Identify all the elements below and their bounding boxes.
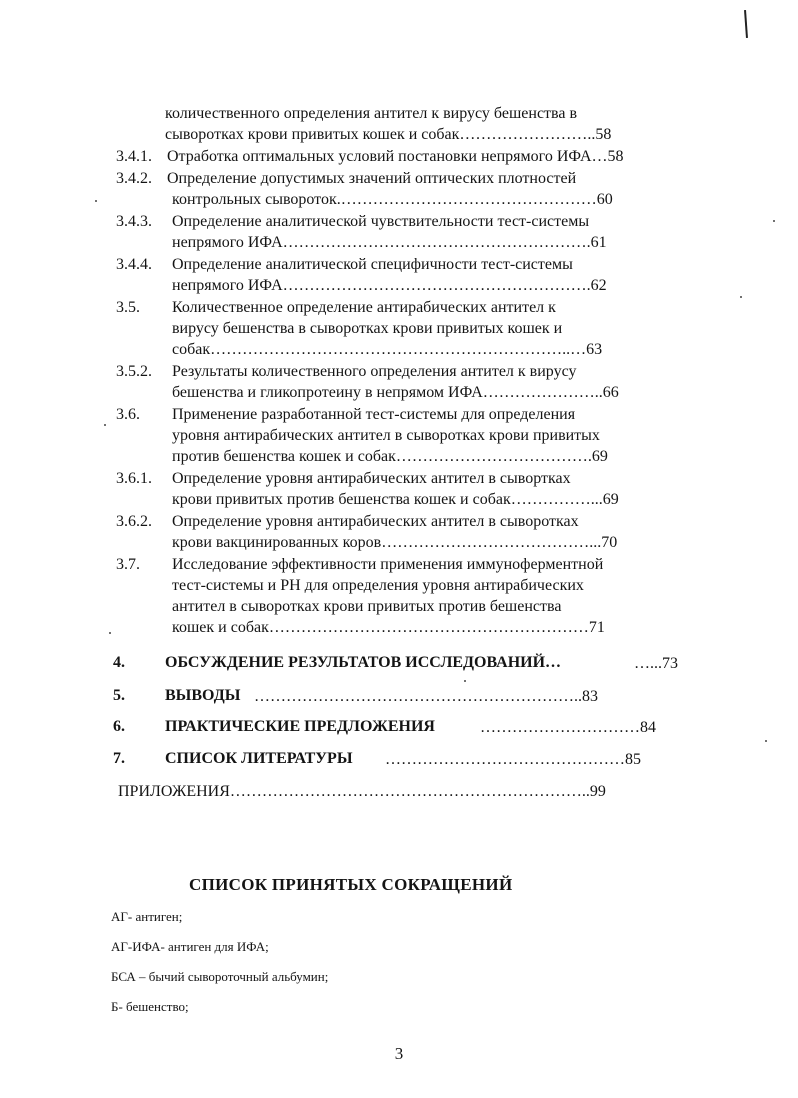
toc-item-number: 3.4.4. [116, 256, 152, 273]
toc-item-text: собак…………………………………………………………..…63 [172, 341, 603, 358]
toc-item-text: антител в сыворотках крови привитых против бешенства [172, 598, 562, 615]
scan-dot [104, 424, 106, 426]
toc-item-text: Определение допустимых значений оптических плотностей [167, 170, 577, 187]
toc-continuation-line: сыворотках крови привитых кошек и собак……………………..58 [165, 126, 612, 143]
appendix-entry: ПРИЛОЖЕНИЯ…………………………………………………………..99 [118, 783, 606, 800]
toc-item-text: Определение аналитической специфичности тест-системы [172, 256, 573, 273]
toc-item-text: тест-системы и РН для определения уровня антирабических [172, 577, 584, 594]
toc-item-text: вирусу бешенства в сыворотках крови привитых кошек и [172, 320, 563, 337]
toc-item-text: Количественное определение антирабических антител к [172, 299, 556, 316]
toc-item-number: 3.5. [116, 299, 140, 316]
main-section-number: 5. [113, 687, 125, 704]
abbreviation-item: АГ-ИФА- антиген для ИФА; [111, 939, 269, 954]
toc-item-number: 3.4.1. [116, 148, 152, 165]
main-section-title: СПИСОК ЛИТЕРАТУРЫ [165, 750, 353, 767]
toc-item-text: Определение уровня антирабических антител в сывортках [172, 470, 571, 487]
scan-dot [109, 632, 111, 634]
toc-item-text: крови вакцинированных коров…………………………………...70 [172, 534, 618, 551]
toc-item-text: кошек и собак……………………………………………………71 [172, 619, 605, 636]
toc-item-text: бешенства и гликопротеину в непрямом ИФА…………………..66 [172, 384, 619, 401]
main-section-title: ОБСУЖДЕНИЕ РЕЗУЛЬТАТОВ ИССЛЕДОВАНИЙ… [165, 654, 562, 671]
main-section-title: ВЫВОДЫ [165, 687, 241, 704]
abbreviation-item: АГ- антиген; [111, 909, 183, 924]
toc-item-number: 3.4.3. [116, 213, 152, 230]
toc-continuation-line: количественного определения антител к вирусу бешенства в [165, 105, 578, 122]
toc-item-number: 3.6.2. [116, 513, 152, 530]
scan-dot [765, 740, 767, 742]
toc-item-text: контрольных сывороток.…………………………………………60 [172, 191, 613, 208]
toc-item-text: против бешенства кошек и собак……………………………….69 [172, 448, 608, 465]
main-section-number: 4. [113, 654, 125, 671]
main-section-title: ПРАКТИЧЕСКИЕ ПРЕДЛОЖЕНИЯ [165, 718, 435, 735]
main-section-number: 7. [113, 750, 125, 767]
scan-dot [740, 296, 742, 298]
scan-dot [95, 200, 97, 202]
toc-item-number: 3.7. [116, 556, 140, 573]
toc-item-text: Исследование эффективности применения иммуноферментной [172, 556, 604, 573]
scan-dot [464, 680, 466, 682]
abbreviation-item: Б- бешенство; [111, 999, 189, 1014]
toc-item-text: Определение уровня антирабических антител в сыворотках [172, 513, 579, 530]
main-section-page: ……………………………………………………..83 [254, 688, 598, 705]
abbreviations-title: СПИСОК ПРИНЯТЫХ СОКРАЩЕНИЙ [189, 875, 513, 894]
toc-item-number: 3.4.2. [116, 170, 152, 187]
toc-item-text: Определение аналитической чувствительности тест-системы [172, 213, 590, 230]
toc-item-number: 3.5.2. [116, 363, 152, 380]
main-section-page: …...73 [634, 655, 678, 672]
main-section-page: …………………………84 [480, 719, 656, 736]
toc-item-text: Результаты количественного определения антител к вирусу [172, 363, 577, 380]
toc-item-number: 3.6.1. [116, 470, 152, 487]
scan-dot [773, 220, 775, 222]
abbreviation-item: БСА – бычий сывороточный альбумин; [111, 969, 329, 984]
scan-mark [744, 10, 748, 38]
main-section-page: ………………………………………85 [385, 751, 641, 768]
toc-item-text: непрямого ИФА………………………………………………….62 [172, 277, 607, 294]
toc-item-text: крови привитых против бешенства кошек и собак……………...69 [172, 491, 619, 508]
toc-item-text: Применение разработанной тест-системы для определения [172, 406, 576, 423]
main-section-number: 6. [113, 718, 125, 735]
toc-item-text: Отработка оптимальных условий постановки непрямого ИФА…58 [167, 148, 624, 165]
toc-item-number: 3.6. [116, 406, 140, 423]
page-number: 3 [394, 1044, 404, 1063]
toc-item-text: непрямого ИФА………………………………………………….61 [172, 234, 607, 251]
toc-item-text: уровня антирабических антител в сыворотках крови привитых [172, 427, 600, 444]
